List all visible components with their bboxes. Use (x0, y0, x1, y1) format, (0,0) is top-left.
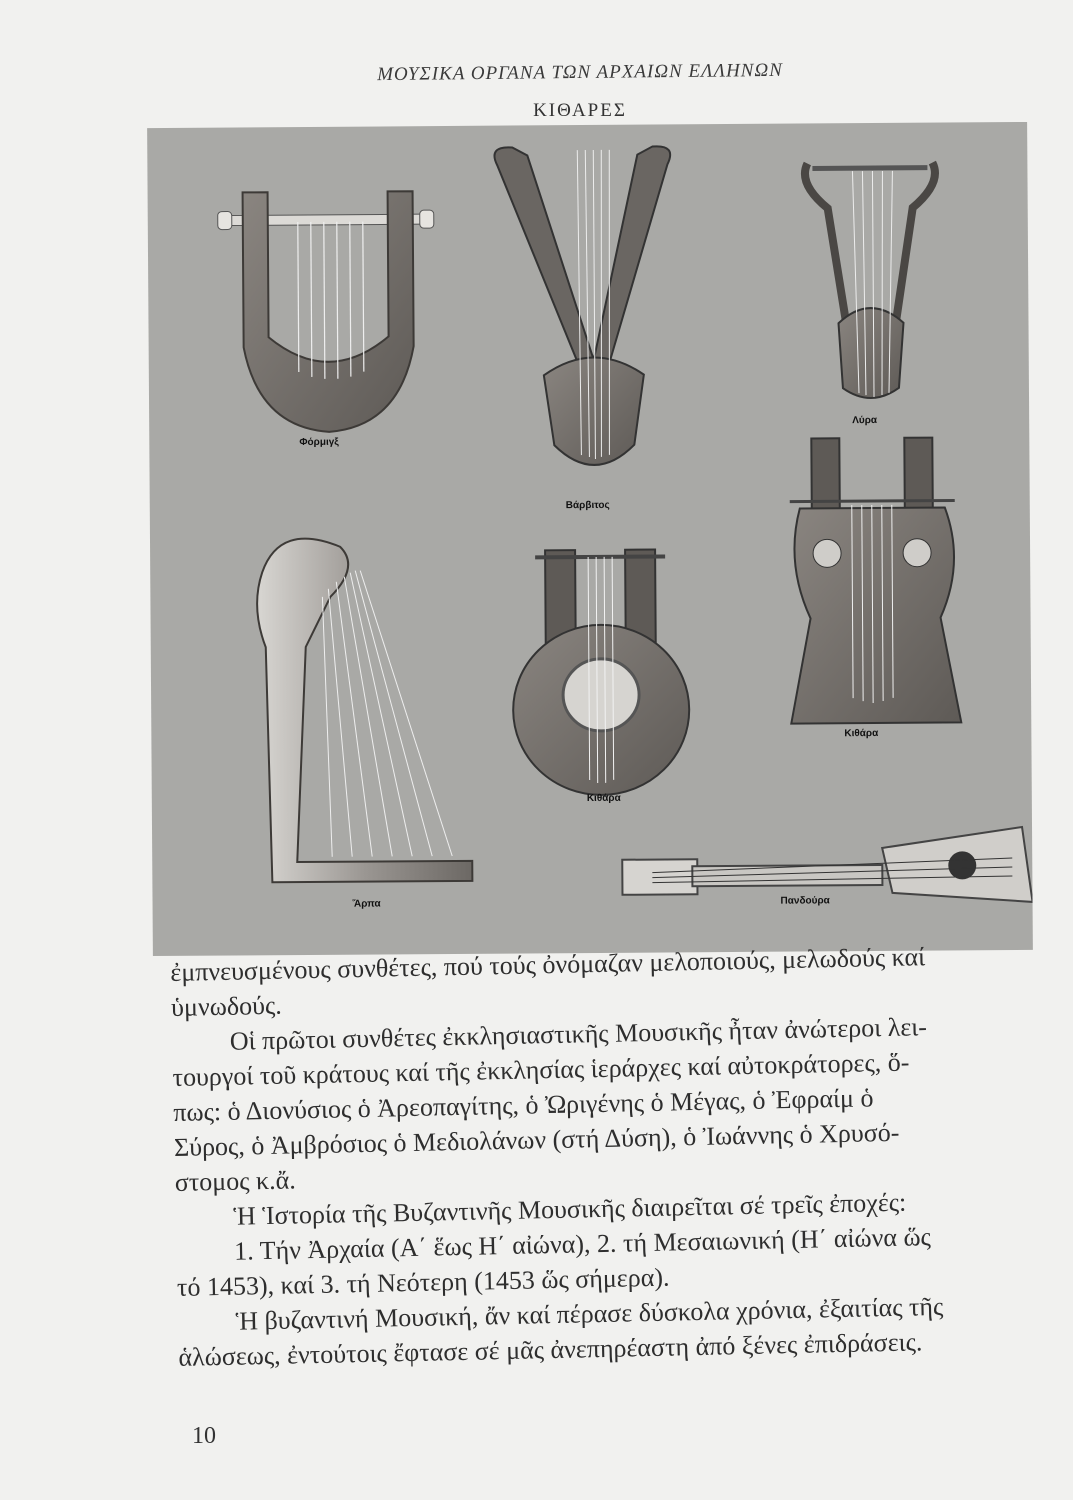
caption-phorminx: Φόρμιγξ (299, 436, 339, 449)
instruments-plate (147, 122, 1033, 956)
body-line: Οἱ πρῶτοι συνθέτες ἐκκλησιαστικῆς Μουσικῆς ἦταν ἀνώτεροι λει- (229, 1012, 928, 1056)
arpa-drawing (257, 538, 473, 883)
body-line: Ἡ βυζαντινή Μουσική, ἄν καί πέρασε δύσκολα χρόνια, ἐξαιτίας τῆς (235, 1291, 944, 1336)
kithara-large-drawing (789, 437, 961, 723)
body-line: ὑμνωδούς. (170, 990, 282, 1022)
plate-title: ΚΙΘΑΡΕΣ (533, 100, 627, 121)
kithara-round-drawing (512, 549, 690, 795)
body-line: Ἡ Ἱστορία τῆς Βυζαντινῆς Μουσικῆς διαιρεῖται σέ τρεῖς ἐποχές: (233, 1187, 907, 1231)
phorminx-drawing (218, 191, 436, 433)
caption-lyra: Λύρα (852, 414, 878, 427)
body-line: τό 1453), καί 3. τή Νεότερη (1453 ὥς σήμερα). (176, 1262, 670, 1302)
body-line: ἐμπνευσμένους συνθέτες, πού τούς ὀνόμαζαν μελοποιούς, μελωδούς καί (170, 942, 926, 987)
page-number: 10 (192, 1423, 216, 1449)
pandoura-drawing (622, 827, 1033, 905)
body-line: Σύρος, ὁ Ἀμβρόσιος ὁ Μεδιολάνων (στή Δύση), ὁ Ἰωάννης ὁ Χρυσό- (173, 1117, 900, 1162)
barbitos-drawing (494, 146, 672, 465)
body-line: τουργοί τοῦ κράτους καί τῆς ἐκκλησίας ἱεράρχες καί αὐτοκράτορες, ὅ- (172, 1047, 910, 1092)
body-line: στομος κ.ἄ. (174, 1165, 296, 1197)
body-line: πως: ὁ Διονύσιος ὁ Ἀρεοπαγίτης, ὁ Ὠριγένης ὁ Μέγας, ὁ Ἐφραίμ ὁ (172, 1083, 874, 1127)
caption-kithara-large: Κιθάρα (844, 727, 879, 740)
body-line: ἁλώσεως, ἐντούτοις ἔφτασε σέ μᾶς ἀνεπηρέαστη ἀπό ξένες ἐπιδράσεις. (178, 1327, 923, 1372)
caption-arpa: Ἅρπα (352, 898, 381, 910)
lyra-drawing (805, 163, 937, 399)
caption-pandoura: Πανδούρα (780, 895, 830, 907)
instruments-illustration (147, 122, 1033, 956)
running-title: ΜΟΥΣΙΚΑ ΟΡΓΑΝΑ ΤΩΝ ΑΡΧΑΙΩΝ ΕΛΛΗΝΩΝ (377, 59, 783, 86)
body-text (170, 937, 1059, 1375)
body-line: 1. Τήν Ἀρχαία (Α΄ ἕως Η΄ αἰώνα), 2. τή Μεσαιωνική (Η΄ αἰώνα ὥς (233, 1222, 932, 1266)
caption-kithara-round: Κιθάρα (586, 792, 621, 805)
caption-barbitos: Βάρβιτος (565, 499, 610, 512)
